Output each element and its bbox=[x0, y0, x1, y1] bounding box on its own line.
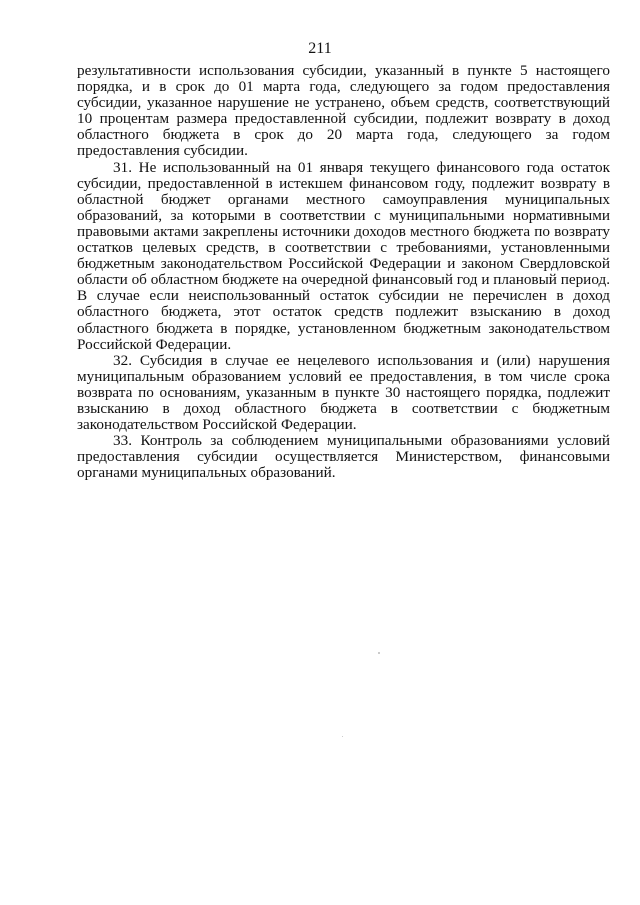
paragraph-31: 31. Не использованный на 01 января текущего финансового года остаток субсидии, предоставленной в истекшем финансовом году, подлежит возврату в областной бюджет органами местного самоуправления муниципальных образований, за которыми в соответствии с муниципальными нормативными правовыми актами закреплены источники доходов местного бюджета по возврату остатков целевых средств, в соответствии с требованиями, установленными бюджетным законодательством Российской Федерации и законом Свердловской области об областном бюджете на очередной финансовый год и плановый период. В случае если неиспользованный остаток субсидии не перечислен в доход областного бюджета, этот остаток средств подлежит взысканию в доход областного бюджета в порядке, установленном бюджетным законодательством Российской Федерации. bbox=[77, 158, 610, 353]
paragraph-32: 32. Субсидия в случае ее нецелевого использования и (или) нарушения муниципальным образованием условий ее предоставления, в том числе срока возврата по основаниям, указанным в пункте 30 настоящего порядка, подлежит взысканию в доход областного бюджета в соответствии с бюджетным законодательством Российской Федерации. bbox=[77, 351, 610, 434]
scan-speck bbox=[342, 736, 343, 737]
body-text bbox=[77, 63, 610, 481]
page-number: 211 bbox=[308, 40, 332, 57]
paragraph-33: 33. Контроль за соблюдением муниципальными образованиями условий предоставления субсидии осуществляется Министерством, финансовыми органами муниципальных образований. bbox=[77, 432, 610, 482]
scan-speck bbox=[378, 652, 380, 654]
paragraph-continuation: результативности использования субсидии, указанный в пункте 5 настоящего порядка, и в срок до 01 марта года, следующего за годом предоставления субсидии, указанное нарушение не устранено, объем средств, соответствующий 10 процентам размера предоставленной субсидии, подлежит возврату в доход областного бюджета в срок до 20 марта года, следующего за годом предоставления субсидии. bbox=[77, 62, 610, 160]
